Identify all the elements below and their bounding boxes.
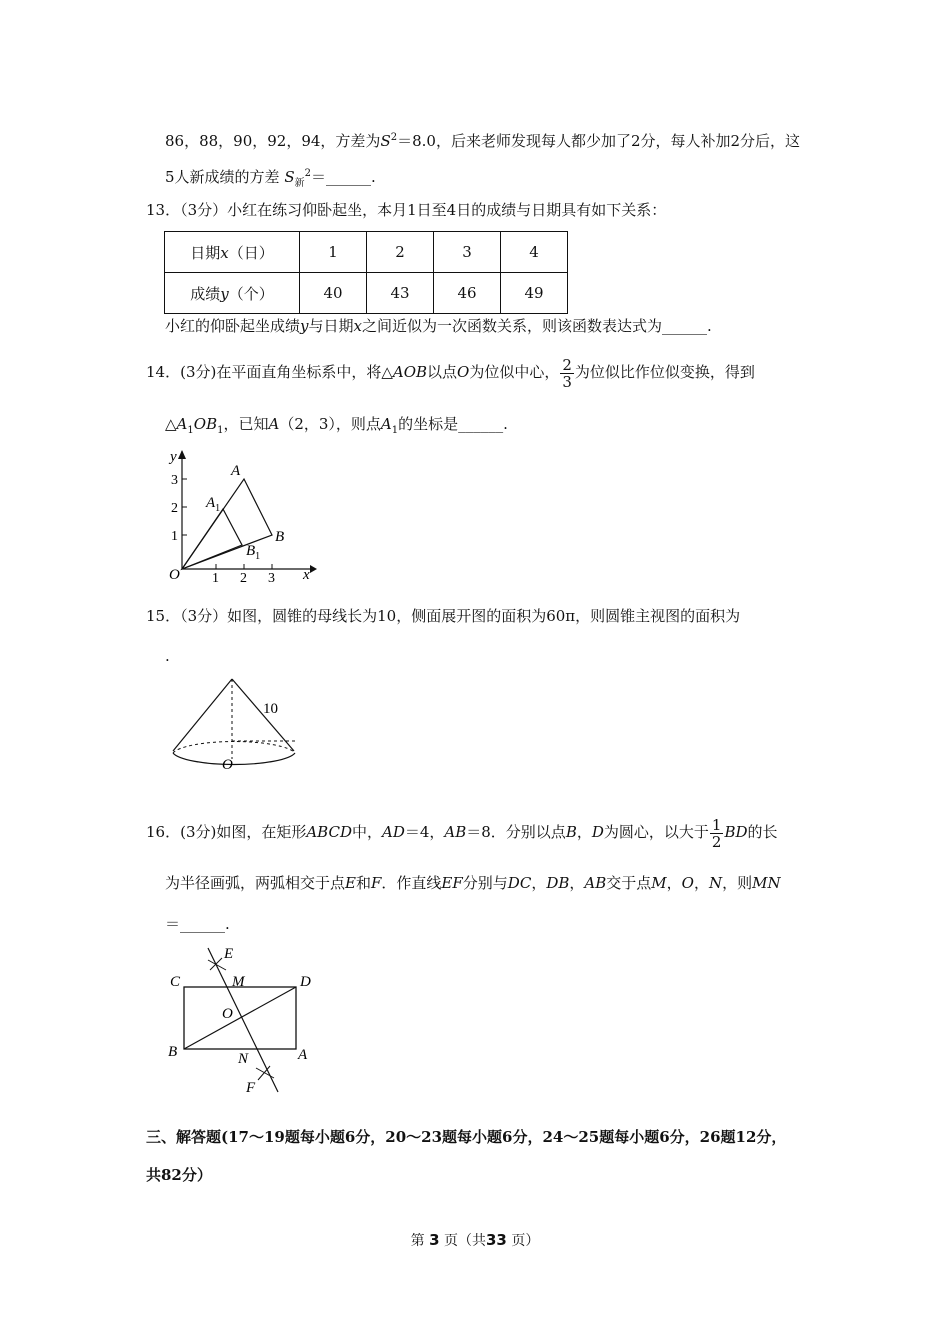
q12-line2: 5人新成绩的方差 $S_新^2=\_\_\_\_\_\_$. [165, 168, 376, 189]
q16-line2: 为半径画弧，两弧相交于点E和F．作直线EF分别与DC，DB，AB交于点M，O，N，则MN [165, 874, 781, 892]
table-cell: 40 [300, 273, 367, 314]
y-tick: 3 [171, 473, 178, 488]
table-cell: 1 [300, 232, 367, 273]
cone-left-generatrix [173, 679, 232, 751]
x-tick: 1 [212, 571, 219, 585]
q14-line2: $\triangle A_1OB_1$，已知A（2，3），则点$A_1$的坐标是______. [165, 415, 508, 436]
origin-label: O [169, 567, 180, 583]
q15-cone-figure [165, 675, 335, 780]
q16-rectangle-figure [160, 940, 330, 1100]
fraction-one-half: $\frac{1}{2}$ [711, 815, 722, 851]
diagonal-BD [184, 987, 296, 1049]
table-cell: 46 [434, 273, 501, 314]
point-A-label: A [231, 463, 241, 479]
table-header-date: 日期x（日） [165, 232, 300, 273]
point-C-label: C [170, 974, 181, 990]
table-cell: 3 [434, 232, 501, 273]
x-tick: 3 [268, 571, 275, 585]
q16-line1: 16．(3分)如图，在矩形ABCD中，AD＝4，AB＝8．分别以点B，D为圆心，以大于 $\frac{1}{2}$ BD的长 [146, 815, 778, 851]
q12-line1: 86，88，90，92，94，方差为$S^2=8.0$，后来老师发现每人都少加了2分，每人补加2分后，这 [165, 132, 801, 150]
y-tick: 1 [171, 529, 178, 544]
section-3-heading-cont: 共82分） [146, 1166, 212, 1184]
point-B-label: B [275, 529, 285, 545]
point-D-label: D [300, 974, 311, 990]
q16-line3: ＝______. [165, 915, 230, 933]
table-cell: 43 [367, 273, 434, 314]
point-B1-label: $B_1$ [246, 543, 261, 562]
point-A1-label: $A_1$ [206, 495, 221, 514]
q13-table [164, 231, 568, 314]
x-tick: 2 [240, 571, 247, 585]
table-header-score: 成绩y（个） [165, 273, 300, 314]
table-row [165, 273, 568, 314]
center-label: O [222, 757, 233, 773]
y-label: y [170, 449, 177, 465]
x-axis-arrow [310, 565, 317, 573]
page-footer: 第 3 页（共33 页） [410, 1231, 540, 1249]
q15-line2: . [165, 647, 170, 665]
q13-stem: 13．（3分）小红在练习仰卧起坐，本月1日至4日的成绩与日期具有如下关系： [146, 201, 667, 219]
section-3-heading: 三、解答题(17～19题每小题6分，20～23题每小题6分，24～25题每小题6分，26题12分， [146, 1128, 787, 1146]
x-label: x [303, 567, 310, 583]
q15-line1: 15．（3分）如图，圆锥的母线长为10，侧面展开图的面积为60π，则圆锥主视图的面积为 [146, 607, 741, 625]
table-cell: 4 [501, 232, 568, 273]
point-A-label: A [298, 1047, 308, 1063]
arc-mark-E2 [210, 958, 222, 970]
table-cell: 49 [501, 273, 568, 314]
cone-base-back [173, 742, 295, 753]
point-E-label: E [224, 946, 234, 962]
slant-label: 10 [263, 701, 278, 717]
line-EF [208, 948, 278, 1092]
cone-base-front [173, 753, 295, 764]
table-cell: 2 [367, 232, 434, 273]
point-O-label: O [222, 1006, 233, 1022]
y-axis-arrow [178, 450, 186, 459]
y-tick: 2 [171, 501, 178, 516]
q13-follow: 小红的仰卧起坐成绩y与日期x之间近似为一次函数关系，则该函数表达式为______. [165, 317, 712, 335]
point-B-label: B [168, 1044, 178, 1060]
fraction-two-thirds: $\frac{2}{3}$ [562, 355, 572, 391]
point-N-label: N [238, 1051, 249, 1067]
arc-mark-F1 [256, 1068, 274, 1078]
table-row [165, 232, 568, 273]
q14-line1: 14．(3分)在平面直角坐标系中，将△AOB以点O为位似中心， $\frac{2}{3}$ 为位似比作位似变换，得到 [146, 355, 755, 391]
triangle-A1OB1 [182, 509, 242, 569]
point-M-label: M [232, 974, 245, 990]
point-F-label: F [246, 1080, 256, 1096]
q14-coordinate-figure [160, 445, 320, 585]
